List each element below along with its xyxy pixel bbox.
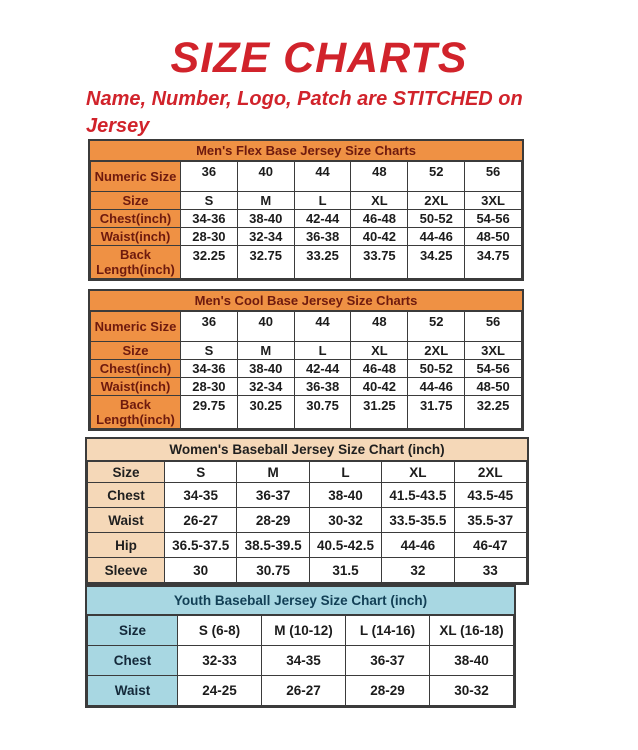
table-cell: 41.5-43.5	[382, 483, 454, 508]
table-cell: 56	[465, 312, 522, 342]
table-row	[91, 228, 522, 246]
table-cell: S (6-8)	[178, 616, 262, 646]
table-cell: XL	[351, 342, 408, 360]
table-cell: 43.5-45	[454, 483, 526, 508]
table-cell: L (14-16)	[346, 616, 430, 646]
table-cell: 38-40	[237, 360, 294, 378]
table-row	[91, 396, 522, 429]
row-label: Hip	[88, 533, 165, 558]
row-label: Waist(inch)	[91, 378, 181, 396]
table-cell: 30.25	[237, 396, 294, 429]
row-label: Size	[88, 462, 165, 483]
table-cell: 36.5-37.5	[165, 533, 237, 558]
row-label: Size	[91, 342, 181, 360]
table-cell: 42-44	[294, 210, 351, 228]
table-cell: 36-37	[346, 646, 430, 676]
table-row	[91, 342, 522, 360]
table-cell: 32-34	[237, 228, 294, 246]
table-title: Men's Cool Base Jersey Size Charts	[90, 291, 522, 311]
table-cell: 3XL	[465, 342, 522, 360]
table-cell: 33.75	[351, 246, 408, 279]
table-cell: 33.25	[294, 246, 351, 279]
table-cell: XL	[351, 192, 408, 210]
table-cell: 44-46	[408, 378, 465, 396]
table-cell: 2XL	[408, 342, 465, 360]
table-cell: L	[309, 462, 381, 483]
table-cell: 32-33	[178, 646, 262, 676]
table-row	[88, 483, 527, 508]
table-row	[91, 378, 522, 396]
table-cell: 56	[465, 162, 522, 192]
row-label: Sleeve	[88, 558, 165, 583]
row-label: Waist	[88, 508, 165, 533]
table-cell: L	[294, 192, 351, 210]
table-cell: 36	[181, 162, 238, 192]
table-cell: 35.5-37	[454, 508, 526, 533]
table-cell: 52	[408, 162, 465, 192]
table-cell: 31.75	[408, 396, 465, 429]
table-cell: S	[181, 342, 238, 360]
table-cell: 30.75	[237, 558, 309, 583]
size-table	[87, 461, 527, 583]
table-cell: M	[237, 342, 294, 360]
page-subtitle: Name, Number, Logo, Patch are STITCHED on Jersey	[86, 88, 523, 137]
table-cell: 31.25	[351, 396, 408, 429]
table-cell: 28-29	[237, 508, 309, 533]
row-label: Back Length(inch)	[91, 396, 181, 429]
table-row	[88, 646, 514, 676]
table-row	[91, 162, 522, 192]
table-cell: 34-35	[165, 483, 237, 508]
table-row	[88, 558, 527, 583]
size-table	[90, 311, 522, 429]
table-cell: 32.75	[237, 246, 294, 279]
row-label: Waist	[88, 676, 178, 706]
table-cell: 44-46	[408, 228, 465, 246]
table-cell: M (10-12)	[262, 616, 346, 646]
table-cell: 32	[382, 558, 454, 583]
table-cell: 38-40	[430, 646, 514, 676]
page-title: SIZE CHARTS	[170, 34, 468, 82]
table-row	[88, 676, 514, 706]
table-cell: 46-48	[351, 210, 408, 228]
table-row	[88, 533, 527, 558]
table-cell: 30-32	[309, 508, 381, 533]
table-cell: 48	[351, 312, 408, 342]
table-cell: S	[181, 192, 238, 210]
row-label: Numeric Size	[91, 162, 181, 192]
table-row	[91, 246, 522, 279]
row-label: Numeric Size	[91, 312, 181, 342]
mens-flex-base-jersey-table	[88, 139, 524, 281]
row-label: Chest	[88, 483, 165, 508]
table-row	[91, 192, 522, 210]
row-label: Size	[91, 192, 181, 210]
table-cell: 40	[237, 312, 294, 342]
table-cell: M	[237, 192, 294, 210]
table-cell: 48	[351, 162, 408, 192]
mens-cool-base-jersey-table	[88, 289, 524, 431]
table-cell: XL (16-18)	[430, 616, 514, 646]
table-row	[91, 360, 522, 378]
table-cell: 32-34	[237, 378, 294, 396]
table-cell: 34.75	[465, 246, 522, 279]
table-cell: 42-44	[294, 360, 351, 378]
table-cell: 44	[294, 162, 351, 192]
table-cell: 36-37	[237, 483, 309, 508]
table-row	[88, 508, 527, 533]
table-cell: 31.5	[309, 558, 381, 583]
table-row	[88, 616, 514, 646]
table-cell: 46-47	[454, 533, 526, 558]
table-cell: L	[294, 342, 351, 360]
table-cell: 44	[294, 312, 351, 342]
table-title: Youth Baseball Jersey Size Chart (inch)	[87, 587, 514, 615]
row-label: Size	[88, 616, 178, 646]
table-cell: 48-50	[465, 228, 522, 246]
table-row	[91, 210, 522, 228]
table-row	[91, 312, 522, 342]
table-cell: 36	[181, 312, 238, 342]
table-cell: 54-56	[465, 210, 522, 228]
table-cell: 28-29	[346, 676, 430, 706]
table-cell: 32.25	[181, 246, 238, 279]
youth-baseball-jersey-table	[85, 585, 516, 708]
table-cell: 40	[237, 162, 294, 192]
table-cell: 34-36	[181, 360, 238, 378]
table-cell: 24-25	[178, 676, 262, 706]
table-cell: 38.5-39.5	[237, 533, 309, 558]
table-cell: 2XL	[454, 462, 526, 483]
row-label: Back Length(inch)	[91, 246, 181, 279]
size-table	[87, 615, 514, 706]
table-cell: 26-27	[262, 676, 346, 706]
table-cell: 32.25	[465, 396, 522, 429]
table-cell: 33	[454, 558, 526, 583]
table-cell: 34.25	[408, 246, 465, 279]
table-cell: 52	[408, 312, 465, 342]
table-cell: 34-35	[262, 646, 346, 676]
row-label: Chest(inch)	[91, 210, 181, 228]
table-title: Men's Flex Base Jersey Size Charts	[90, 141, 522, 161]
table-cell: 2XL	[408, 192, 465, 210]
table-cell: 28-30	[181, 228, 238, 246]
table-cell: 54-56	[465, 360, 522, 378]
table-cell: 50-52	[408, 360, 465, 378]
table-cell: 40-42	[351, 378, 408, 396]
table-cell: 48-50	[465, 378, 522, 396]
table-cell: 26-27	[165, 508, 237, 533]
table-cell: 40.5-42.5	[309, 533, 381, 558]
table-cell: 3XL	[465, 192, 522, 210]
table-cell: 28-30	[181, 378, 238, 396]
table-row	[88, 462, 527, 483]
row-label: Waist(inch)	[91, 228, 181, 246]
table-cell: 30	[165, 558, 237, 583]
table-cell: 46-48	[351, 360, 408, 378]
table-cell: 36-38	[294, 378, 351, 396]
table-cell: 44-46	[382, 533, 454, 558]
table-cell: 40-42	[351, 228, 408, 246]
table-cell: 38-40	[309, 483, 381, 508]
table-title: Women's Baseball Jersey Size Chart (inch)	[87, 439, 527, 461]
table-cell: S	[165, 462, 237, 483]
table-cell: 36-38	[294, 228, 351, 246]
row-label: Chest(inch)	[91, 360, 181, 378]
table-cell: XL	[382, 462, 454, 483]
table-cell: 29.75	[181, 396, 238, 429]
row-label: Chest	[88, 646, 178, 676]
table-cell: M	[237, 462, 309, 483]
table-cell: 30.75	[294, 396, 351, 429]
size-table	[90, 161, 522, 279]
table-cell: 38-40	[237, 210, 294, 228]
table-cell: 33.5-35.5	[382, 508, 454, 533]
table-cell: 30-32	[430, 676, 514, 706]
table-cell: 50-52	[408, 210, 465, 228]
womens-baseball-jersey-table	[85, 437, 529, 585]
table-cell: 34-36	[181, 210, 238, 228]
